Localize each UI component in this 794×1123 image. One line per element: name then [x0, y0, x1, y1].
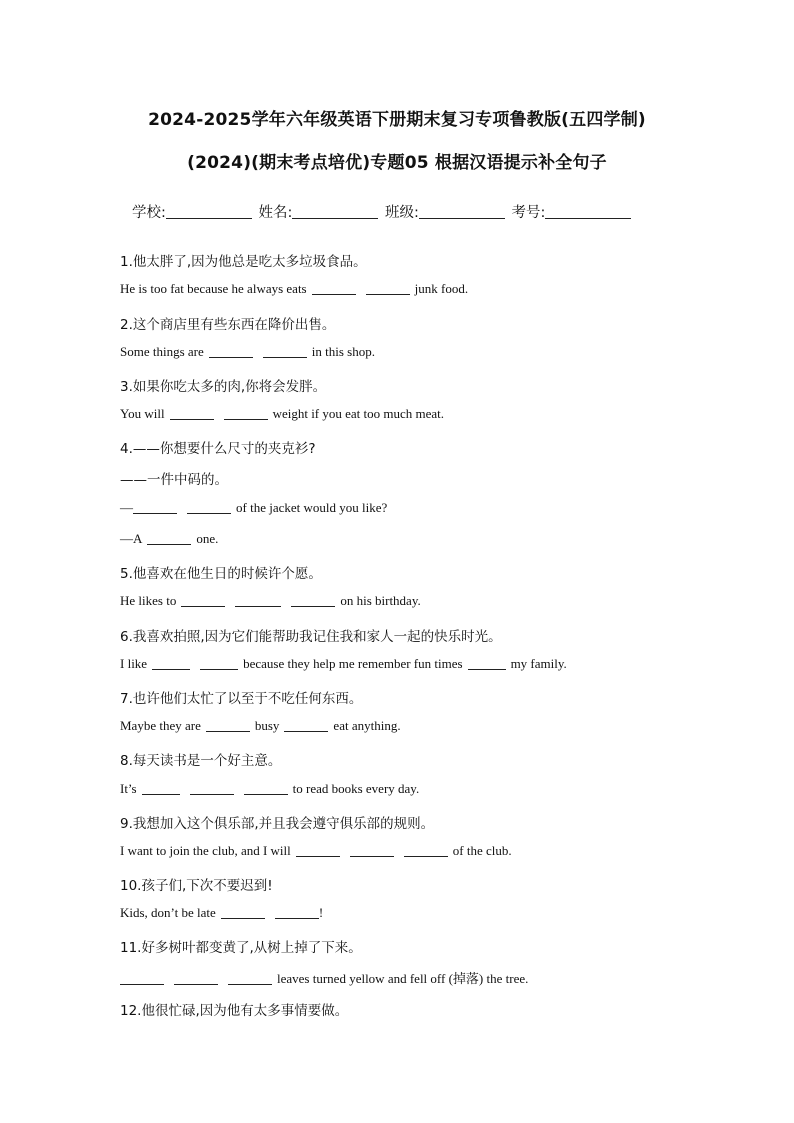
question-4-prompt: 4.——你想要什么尺寸的夹克衫?	[120, 441, 316, 457]
answer-blank[interactable]	[206, 719, 250, 732]
answer-blank[interactable]	[200, 657, 238, 670]
question-9-prompt: 9.我想加入这个俱乐部,并且我会遵守俱乐部的规则。	[120, 816, 435, 832]
answer-blank[interactable]	[152, 657, 190, 670]
answer-blank[interactable]	[312, 282, 356, 295]
question-4-prompt-reply: ——一件中码的。	[120, 472, 228, 488]
answer-blank[interactable]	[244, 782, 288, 795]
question-3-prompt: 3.如果你吃太多的肉,你将会发胖。	[120, 379, 327, 395]
answer-blank[interactable]	[350, 844, 394, 857]
page-title: 2024-2025学年六年级英语下册期末复习专项鲁教版(五四学制)	[148, 110, 646, 130]
answer-blank[interactable]	[170, 407, 214, 420]
answer-blank[interactable]	[235, 594, 281, 607]
question-7-prompt: 7.也许他们太忙了以至于不吃任何东西。	[120, 691, 363, 707]
answer-blank[interactable]	[181, 594, 225, 607]
question-6-sentence: I like because they help me remember fun times my family.	[120, 656, 567, 671]
school-field[interactable]	[166, 204, 252, 219]
question-4-sentence: — of the jacket would you like?	[120, 500, 388, 515]
question-12-prompt: 12.他很忙碌,因为他有太多事情要做。	[120, 1003, 349, 1019]
class-label: 班级:	[385, 205, 419, 221]
question-3-sentence: You will weight if you eat too much meat.	[120, 406, 445, 421]
answer-blank[interactable]	[263, 345, 307, 358]
answer-blank[interactable]	[468, 657, 506, 670]
answer-blank[interactable]	[221, 906, 265, 919]
exam-number-label: 考号:	[511, 205, 546, 221]
answer-blank[interactable]	[190, 782, 234, 795]
answer-blank[interactable]	[284, 719, 328, 732]
answer-blank[interactable]	[187, 501, 231, 514]
question-11-prompt: 11.好多树叶都变黄了,从树上掉了下来。	[120, 940, 362, 956]
school-label: 学校:	[132, 205, 166, 221]
question-1-prompt: 1.他太胖了,因为他总是吃太多垃圾食品。	[120, 254, 367, 270]
answer-blank[interactable]	[291, 594, 335, 607]
question-10-prompt: 10.孩子们,下次不要迟到!	[120, 878, 273, 894]
answer-blank[interactable]	[224, 407, 268, 420]
answer-blank[interactable]	[133, 501, 177, 514]
page-subtitle: (2024)(期末考点培优)专题05 根据汉语提示补全句子	[187, 153, 607, 173]
question-5-prompt: 5.他喜欢在他生日的时候许个愿。	[120, 566, 322, 582]
question-7-sentence: Maybe they are busy eat anything.	[120, 718, 401, 733]
answer-blank[interactable]	[366, 282, 410, 295]
answer-blank[interactable]	[296, 844, 340, 857]
exam-number-field[interactable]	[545, 204, 631, 219]
answer-blank[interactable]	[228, 972, 272, 985]
answer-blank[interactable]	[275, 906, 319, 919]
question-8-sentence: It’s to read books every day.	[120, 781, 420, 796]
question-5-sentence: He likes to on his birthday.	[120, 593, 421, 608]
answer-blank[interactable]	[174, 972, 218, 985]
question-2-prompt: 2.这个商店里有些东西在降价出售。	[120, 317, 336, 333]
question-10-sentence: Kids, don’t be late !	[120, 905, 324, 920]
question-2-sentence: Some things are in this shop.	[120, 344, 375, 359]
question-11-sentence: leaves turned yellow and fell off (掉落) the tree.	[120, 968, 528, 987]
answer-blank[interactable]	[142, 782, 180, 795]
answer-blank[interactable]	[147, 532, 191, 545]
question-4-sentence-reply: —A one.	[120, 531, 219, 546]
answer-blank[interactable]	[404, 844, 448, 857]
question-6-prompt: 6.我喜欢拍照,因为它们能帮助我记住我和家人一起的快乐时光。	[120, 629, 502, 645]
question-8-prompt: 8.每天读书是一个好主意。	[120, 753, 282, 769]
name-field[interactable]	[292, 204, 378, 219]
student-info-row	[132, 201, 633, 222]
answer-blank[interactable]	[209, 345, 253, 358]
answer-blank[interactable]	[120, 972, 164, 985]
question-1-sentence: He is too fat because he always eats junk food.	[120, 281, 469, 296]
question-9-sentence: I want to join the club, and I will of the club.	[120, 843, 512, 858]
class-field[interactable]	[419, 204, 505, 219]
name-label: 姓名:	[258, 205, 293, 221]
